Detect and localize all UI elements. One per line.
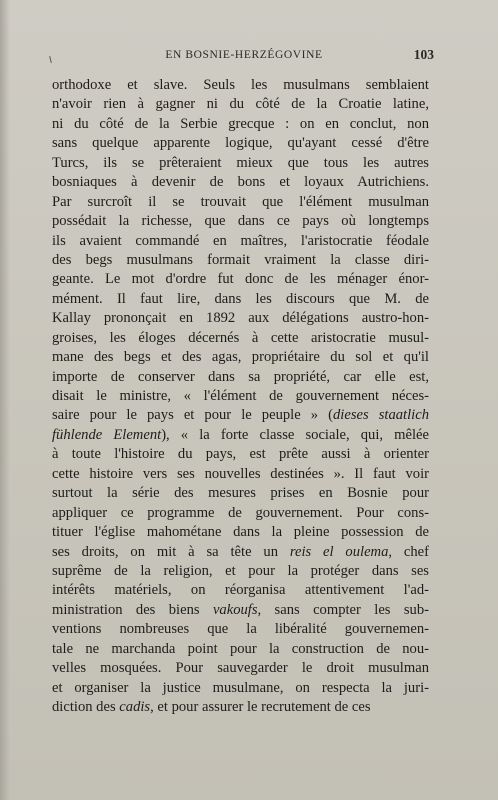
text-segment: cette histoire vers ses nouvelles destinées ». Il faut voir	[52, 465, 429, 482]
text-segment: possédait la richesse, que dans ce pays où longtemps	[52, 213, 429, 230]
text-segment: à toute l'histoire du pays, est prête aussi à orienter	[52, 446, 429, 463]
text-line	[52, 290, 429, 309]
text-segment: surtout la série des mesures prises en Bosnie pour	[52, 485, 429, 502]
text-line	[52, 504, 429, 523]
text-segment: appliquer ce programme de gouvernement. Pour cons-	[52, 504, 429, 521]
text-line	[52, 445, 429, 464]
italic-segment: fühlende Element	[52, 426, 162, 443]
text-line	[52, 620, 429, 639]
text-segment: tale ne marchanda point pour la construction de nou-	[52, 640, 429, 657]
text-line	[52, 484, 429, 503]
text-segment: diction des	[52, 699, 120, 715]
text-segment: mane des begs et des agas, propriétaire du sol et qu'il	[52, 349, 429, 366]
italic-segment: dieses staatlich	[333, 407, 429, 424]
text-line	[52, 95, 429, 114]
text-segment: , chef	[388, 543, 429, 560]
text-segment: ils avaient commandé en maîtres, l'aristocratie féodale	[52, 232, 429, 249]
text-segment: Turcs, ils se prêteraient mieux que tous les autres	[52, 154, 429, 171]
text-segment: importe de conserver dans sa propriété, car elle est,	[52, 368, 429, 385]
text-line	[52, 173, 429, 192]
running-header	[52, 47, 436, 63]
text-line	[52, 212, 429, 231]
text-line	[52, 232, 429, 251]
text-line	[52, 115, 429, 134]
text-segment: et organiser la justice musulmane, on respecta la juri-	[52, 679, 429, 696]
text-segment: orthodoxe et slave. Seuls les musulmans semblaient	[52, 77, 429, 93]
text-line	[52, 543, 429, 562]
italic-segment: vakoufs	[212, 601, 258, 618]
text-line	[52, 601, 429, 620]
text-segment: mément. Il faut lire, dans les discours que M. de	[52, 290, 429, 307]
text-segment: , et pour assurer le recrutement de ces	[150, 699, 371, 715]
text-segment: tituer l'église mahométane dans la pleine possession de	[52, 524, 429, 541]
running-title: EN BOSNIE-HERZÉGOVINE	[165, 49, 323, 61]
text-segment: n'avoir rien à gagner ni du côté de la Croatie latine,	[52, 96, 429, 113]
text-segment: ventions nombreuses que la libéralité gouvernemen-	[52, 621, 429, 638]
text-line	[52, 562, 429, 581]
text-segment: Kallay prononçait en 1892 aux délégations austro-hon-	[52, 310, 429, 327]
text-line	[52, 387, 429, 406]
text-line	[52, 251, 429, 270]
text-segment: ministration des biens	[52, 601, 213, 618]
text-line	[52, 581, 429, 600]
text-line	[52, 329, 429, 348]
page-gutter-shadow	[0, 0, 10, 800]
text-segment: velles mosquées. Pour sauvegarder le droit musulman	[52, 660, 429, 677]
text-line	[52, 154, 429, 173]
text-segment: , sans compter les sub-	[257, 601, 429, 618]
text-line	[52, 465, 429, 484]
text-segment: sans quelque apparente logique, qu'ayant cessé d'être	[52, 135, 429, 152]
text-line	[52, 270, 429, 289]
text-line	[52, 523, 429, 542]
text-segment: ni du côté de la Serbie grecque : on en conclut, non	[52, 115, 429, 132]
text-line	[52, 193, 429, 212]
text-segment: groises, les éloges décernés à cette aristocratie musul-	[52, 329, 429, 346]
text-line	[52, 659, 429, 678]
text-segment: ses droits, on mit à sa tête un	[52, 543, 290, 560]
page-number: 103	[413, 47, 434, 62]
text-line	[52, 76, 429, 95]
text-line	[52, 406, 429, 425]
text-segment: bosniaques à devenir de bons et loyaux Autrichiens.	[52, 174, 429, 191]
italic-segment: cadis	[119, 699, 151, 715]
text-segment: Par surcroît il se trouvait que l'élément musulman	[52, 193, 429, 210]
text-segment: disait le ministre, « l'élément de gouvernement néces-	[52, 388, 429, 404]
text-line	[52, 348, 429, 367]
text-segment: saire pour le pays et pour le peuple » (	[52, 407, 333, 424]
text-segment: geante. Le mot d'ordre fut donc de les ménager énor-	[52, 271, 429, 288]
text-line	[52, 698, 429, 717]
text-segment: suprême de la religion, et pour la protéger dans ses	[52, 562, 429, 579]
text-line	[52, 426, 429, 445]
text-line	[52, 309, 429, 328]
text-line	[52, 640, 429, 659]
text-line	[52, 679, 429, 698]
text-segment: ), « la forte classe sociale, qui, mêlée	[161, 426, 429, 443]
text-line	[52, 134, 429, 153]
text-line	[52, 368, 429, 387]
text-segment: des begs musulmans formait vraiment la classe diri-	[52, 251, 429, 268]
text-segment: intérêts matériels, on réorganisa attentivement l'ad-	[52, 582, 429, 599]
body-text	[52, 76, 429, 717]
italic-segment: reis el oulema	[289, 543, 389, 560]
